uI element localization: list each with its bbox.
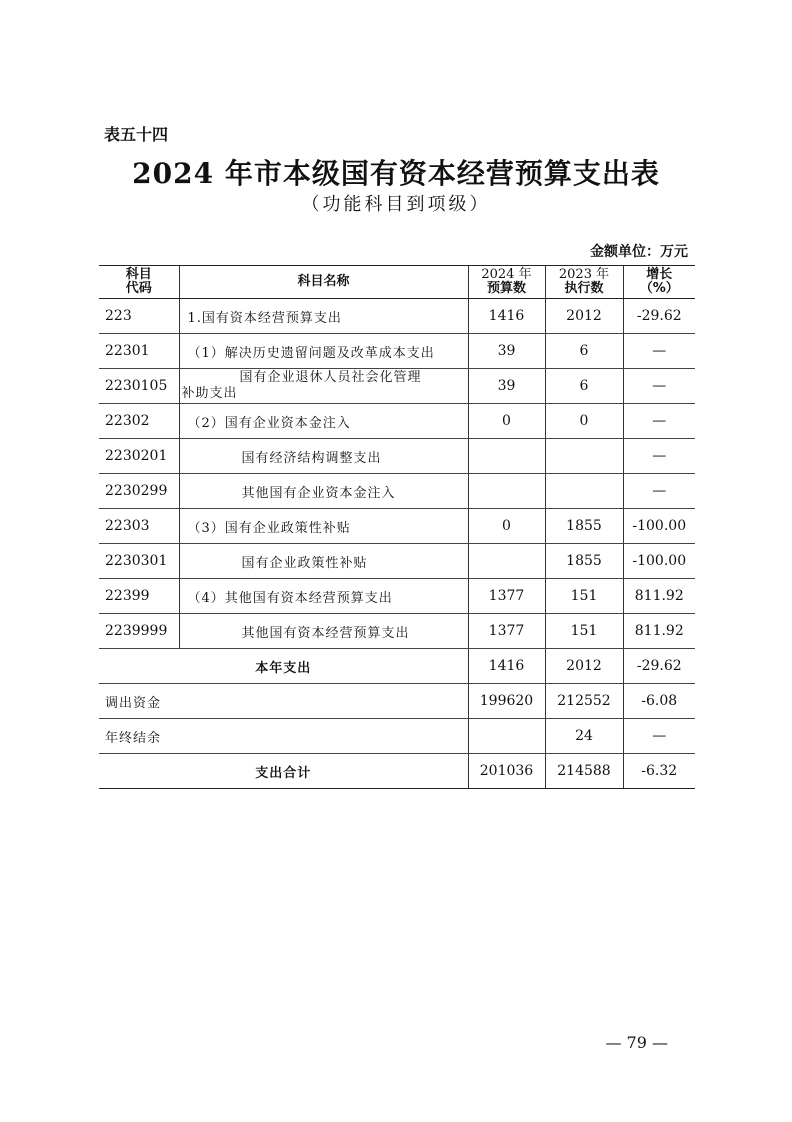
header-name: 科目名称 — [179, 266, 468, 299]
row-growth: -100.00 — [623, 509, 695, 544]
summary-2023: 214588 — [545, 754, 623, 789]
row-growth: -100.00 — [623, 544, 695, 579]
row-2023: 6 — [545, 369, 623, 404]
row-2023: 0 — [545, 404, 623, 439]
summary-2023: 24 — [545, 719, 623, 754]
header-growth: 增长 （%） — [623, 266, 695, 299]
row-2023: 6 — [545, 334, 623, 369]
row-name: （2）国有企业资本金注入 — [179, 404, 468, 439]
row-2024: 39 — [468, 369, 545, 404]
row-code: 223 — [99, 299, 179, 334]
summary-row-current-year — [99, 649, 695, 684]
page-subtitle: （功能科目到项级） — [301, 194, 491, 215]
table-row — [99, 404, 695, 439]
row-name: 国有企业退休人员社会化管理 补助支出 — [179, 369, 468, 404]
summary-row-total — [99, 754, 695, 789]
page-title: 2024 年市本级国有资本经营预算支出表 — [132, 157, 660, 190]
row-code: 22302 — [99, 404, 179, 439]
table-row — [99, 579, 695, 614]
row-growth: -29.62 — [623, 299, 695, 334]
row-2024 — [468, 474, 545, 509]
row-2023: 151 — [545, 579, 623, 614]
table-row — [99, 509, 695, 544]
table-row — [99, 369, 695, 404]
row-code: 2230105 — [99, 369, 179, 404]
row-code: 2230201 — [99, 439, 179, 474]
row-2024: 1416 — [468, 299, 545, 334]
row-2024: 1377 — [468, 579, 545, 614]
row-2023: 2012 — [545, 299, 623, 334]
row-name: 其他国有资本经营预算支出 — [179, 614, 468, 649]
summary-2024: 199620 — [468, 684, 545, 719]
table-row — [99, 474, 695, 509]
row-code: 22303 — [99, 509, 179, 544]
amount-unit-note: 金额单位：万元 — [590, 244, 688, 260]
row-2023: 1855 — [545, 544, 623, 579]
row-code: 2230301 — [99, 544, 179, 579]
row-growth: 811.92 — [623, 614, 695, 649]
table-row — [99, 299, 695, 334]
row-2024: 0 — [468, 509, 545, 544]
row-name: （3）国有企业政策性补贴 — [179, 509, 468, 544]
row-growth: — — [623, 439, 695, 474]
row-2023: 151 — [545, 614, 623, 649]
row-2023: 1855 — [545, 509, 623, 544]
summary-row-year-end-balance — [99, 719, 695, 754]
row-name: 国有经济结构调整支出 — [179, 439, 468, 474]
row-name: 1.国有资本经营预算支出 — [179, 299, 468, 334]
row-growth: — — [623, 334, 695, 369]
summary-growth: -6.08 — [623, 684, 695, 719]
summary-2024: 201036 — [468, 754, 545, 789]
row-growth: — — [623, 369, 695, 404]
table-header-row — [99, 266, 695, 299]
summary-growth: -6.32 — [623, 754, 695, 789]
summary-2024: 1416 — [468, 649, 545, 684]
row-growth: — — [623, 404, 695, 439]
header-2023-actual: 2023 年 执行数 — [545, 266, 623, 299]
row-2023 — [545, 474, 623, 509]
row-growth: — — [623, 474, 695, 509]
row-code: 2230299 — [99, 474, 179, 509]
row-2024 — [468, 439, 545, 474]
row-2024: 1377 — [468, 614, 545, 649]
row-name: （1）解决历史遗留问题及改革成本支出 — [179, 334, 468, 369]
summary-2023: 212552 — [545, 684, 623, 719]
row-2024: 0 — [468, 404, 545, 439]
row-code: 22399 — [99, 579, 179, 614]
summary-label: 年终结余 — [99, 719, 468, 754]
row-2024: 39 — [468, 334, 545, 369]
summary-label: 支出合计 — [99, 754, 468, 789]
budget-expenditure-table — [99, 265, 695, 789]
row-name: 国有企业政策性补贴 — [179, 544, 468, 579]
row-name: 其他国有企业资本金注入 — [179, 474, 468, 509]
row-growth: 811.92 — [623, 579, 695, 614]
header-code: 科目 代码 — [99, 266, 179, 299]
summary-growth: — — [623, 719, 695, 754]
table-row — [99, 439, 695, 474]
table-row — [99, 334, 695, 369]
row-2024 — [468, 544, 545, 579]
summary-2023: 2012 — [545, 649, 623, 684]
table-number-label: 表五十四 — [104, 125, 169, 144]
row-code: 2239999 — [99, 614, 179, 649]
row-2023 — [545, 439, 623, 474]
header-2024-budget: 2024 年 预算数 — [468, 266, 545, 299]
summary-growth: -29.62 — [623, 649, 695, 684]
summary-row-transfer-out — [99, 684, 695, 719]
summary-label: 调出资金 — [99, 684, 468, 719]
table-row — [99, 544, 695, 579]
page-number: — 79 — — [605, 1033, 668, 1052]
row-name: （4）其他国有资本经营预算支出 — [179, 579, 468, 614]
table-row — [99, 614, 695, 649]
row-code: 22301 — [99, 334, 179, 369]
summary-label: 本年支出 — [99, 649, 468, 684]
summary-2024 — [468, 719, 545, 754]
